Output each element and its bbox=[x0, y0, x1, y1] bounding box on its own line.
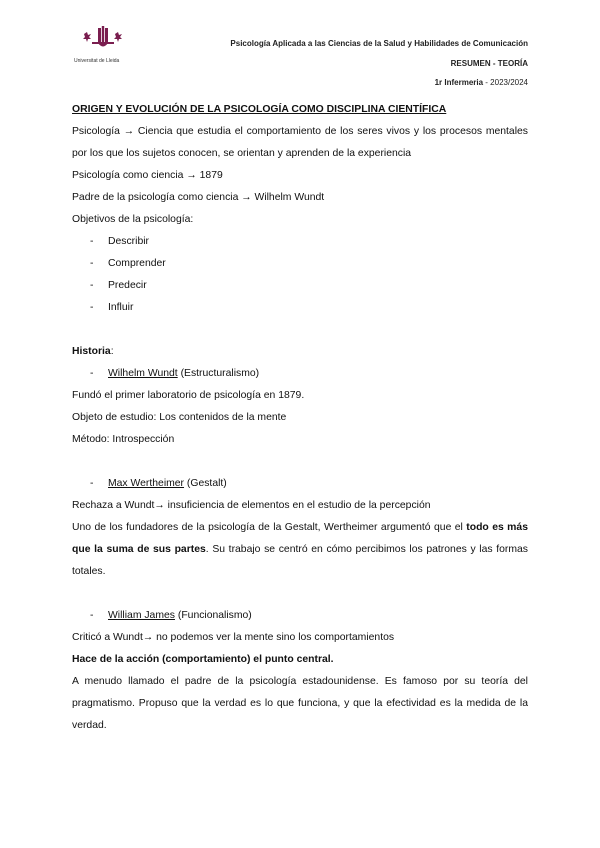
year-label bbox=[435, 78, 528, 87]
wundt-name: Wilhelm Wundt bbox=[108, 368, 178, 379]
objective-item: - Describir bbox=[90, 236, 149, 247]
definition-text: Psicología → Ciencia que estudia el comportamiento de los seres vivos y los procesos mentales por los que los sujetos conocen, se orientan y aprenden de la experiencia bbox=[72, 126, 528, 159]
section-title: ORIGEN Y EVOLUCIÓN DE LA PSICOLOGÍA COMO DISCIPLINA CIENTÍFICA bbox=[72, 104, 447, 115]
wundt-heading: - Wilhelm Wundt (Estructuralismo) bbox=[90, 368, 260, 379]
year-bold: 1r Infermeria bbox=[434, 78, 484, 87]
wundt-line: Objeto de estudio: Los contenidos de la mente bbox=[72, 412, 287, 423]
year-rest: - 2023/2024 bbox=[483, 78, 528, 87]
logo-text: Universitat de Lleida bbox=[74, 58, 120, 64]
objective-item: - Predecir bbox=[90, 280, 147, 291]
james-paragraph: A menudo llamado el padre de la psicología estadounidense. Es famoso por su teoría del pragmatismo. Propuso que la verdad es lo que funciona, y que la efectividad es la medida de la verdad. bbox=[72, 676, 528, 731]
james-line: Criticó a Wundt→ no podemos ver la mente sino los comportamientos bbox=[72, 632, 395, 643]
university-logo bbox=[74, 26, 134, 64]
wertheimer-heading: - Max Wertheimer (Gestalt) bbox=[90, 478, 227, 489]
james-heading: - William James (Funcionalismo) bbox=[90, 610, 252, 621]
wundt-line: Fundó el primer laboratorio de psicología en 1879. bbox=[72, 390, 305, 401]
father-text: Padre de la psicología como ciencia → Wilhelm Wundt bbox=[72, 192, 325, 203]
james-bold-line: Hace de la acción (comportamiento) el punto central. bbox=[72, 654, 334, 665]
objective-item: - Comprender bbox=[90, 258, 166, 269]
wertheimer-paragraph: Uno de los fundadores de la psicología de la Gestalt, Wertheimer argumentó que el todo es más que la suma de sus partes. Su trabajo se centró en cómo percibimos los patrones y las formas totales. bbox=[72, 522, 528, 577]
course-title: Psicología Aplicada a las Ciencias de la Salud y Habilidades de Comunicación bbox=[230, 39, 528, 48]
history-heading: Historia: bbox=[72, 346, 114, 357]
summary-label: RESUMEN - TEORÍA bbox=[450, 59, 528, 68]
objective-item: - Influir bbox=[90, 302, 134, 313]
wertheimer-name: Max Wertheimer bbox=[108, 478, 185, 489]
document-body bbox=[72, 99, 528, 737]
wertheimer-line: Rechaza a Wundt→ insuficiencia de elementos en el estudio de la percepción bbox=[72, 500, 431, 511]
science-date: Psicología como ciencia → 1879 bbox=[72, 170, 223, 181]
university-crest-icon bbox=[76, 26, 130, 56]
objectives-label: Objetivos de la psicología: bbox=[72, 214, 194, 225]
james-name: William James bbox=[108, 610, 175, 621]
wundt-line: Método: Introspección bbox=[72, 434, 175, 445]
